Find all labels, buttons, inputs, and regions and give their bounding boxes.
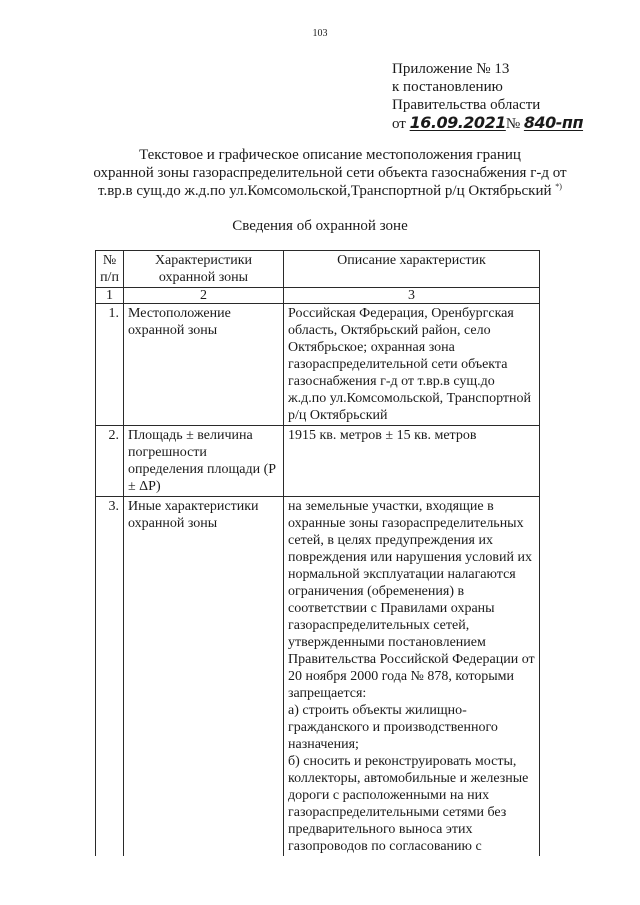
page-number: 103 bbox=[312, 28, 328, 39]
row-characteristic: Площадь ± величина погрешности определения площади (P ± ΔP) bbox=[124, 426, 284, 497]
header-characteristic: Характеристики охранной зоны bbox=[124, 251, 284, 288]
row-characteristic: Иные характеристики охранной зоны bbox=[124, 497, 284, 857]
header-number: № п/п bbox=[96, 251, 124, 288]
table-row bbox=[96, 426, 540, 497]
appendix-date: 16.09.2021 bbox=[409, 113, 506, 132]
column-number-1: 1 bbox=[96, 288, 124, 304]
table-row bbox=[96, 497, 540, 857]
title-line-3: т.вр.в сущ.до ж.д.по ул.Комсомольской,Транспортной р/ц Октябрьский bbox=[98, 183, 552, 199]
appendix-number: 840-пп bbox=[523, 113, 584, 132]
title-footnote-mark: *) bbox=[555, 182, 562, 191]
title-line-1: Текстовое и графическое описание местоположения границ bbox=[139, 147, 521, 163]
header-description: Описание характеристик bbox=[284, 251, 540, 288]
description-paragraph: б) сносить и реконструировать мосты, коллекторы, автомобильные и железные дороги с расположенными на них газораспределительными сетями без предварительного выноса этих газопроводов по согласованию с bbox=[288, 754, 529, 854]
appendix-line-3: Правительства области bbox=[392, 97, 541, 113]
appendix-from: от bbox=[392, 116, 406, 132]
column-number-3: 3 bbox=[284, 288, 540, 304]
section-subtitle: Сведения об охранной зоне bbox=[232, 218, 408, 234]
row-characteristic: Местоположение охранной зоны bbox=[124, 304, 284, 426]
description-paragraph: на земельные участки, входящие в охранные зоны газораспределительных сетей, в целях предупреждения их повреждения или нарушения условий их нормальной эксплуатации налагаются ограничения (обременения) в соответствии с Правилами охраны газораспределительных сетей, утвержденными постановлением Правительства Российской Федерации от 20 ноября 2000 года № 878, которыми запрещается: bbox=[288, 499, 535, 701]
row-number: 3. bbox=[96, 497, 124, 857]
row-description: Российская Федерация, Оренбургская область, Октябрьский район, село Октябрьское; охранная зона газораспределительной сети объекта газоснабжения г-д от т.вр.в сущ.до ж.д.по ул.Комсомольской, Транспортной р/ц Октябрьский bbox=[284, 304, 540, 426]
document-title bbox=[70, 146, 590, 200]
column-number-2: 2 bbox=[124, 288, 284, 304]
table-header-row bbox=[96, 251, 540, 288]
appendix-title: Приложение № 13 bbox=[392, 61, 510, 77]
appendix-number-sign: № bbox=[505, 116, 521, 132]
row-number: 2. bbox=[96, 426, 124, 497]
table-row bbox=[96, 304, 540, 426]
row-number: 1. bbox=[96, 304, 124, 426]
zone-info-table bbox=[95, 250, 540, 856]
title-line-3-wrap bbox=[70, 182, 590, 200]
appendix-block bbox=[392, 60, 583, 133]
title-line-2: охранной зоны газораспределительной сети объекта газоснабжения г-д от bbox=[93, 165, 567, 181]
appendix-line-2: к постановлению bbox=[392, 79, 503, 95]
row-description bbox=[284, 497, 540, 857]
row-description: 1915 кв. метров ± 15 кв. метров bbox=[284, 426, 540, 497]
appendix-date-line bbox=[392, 114, 583, 133]
description-paragraph: а) строить объекты жилищно-гражданского и производственного назначения; bbox=[288, 703, 498, 752]
table-column-numbers-row bbox=[96, 288, 540, 304]
